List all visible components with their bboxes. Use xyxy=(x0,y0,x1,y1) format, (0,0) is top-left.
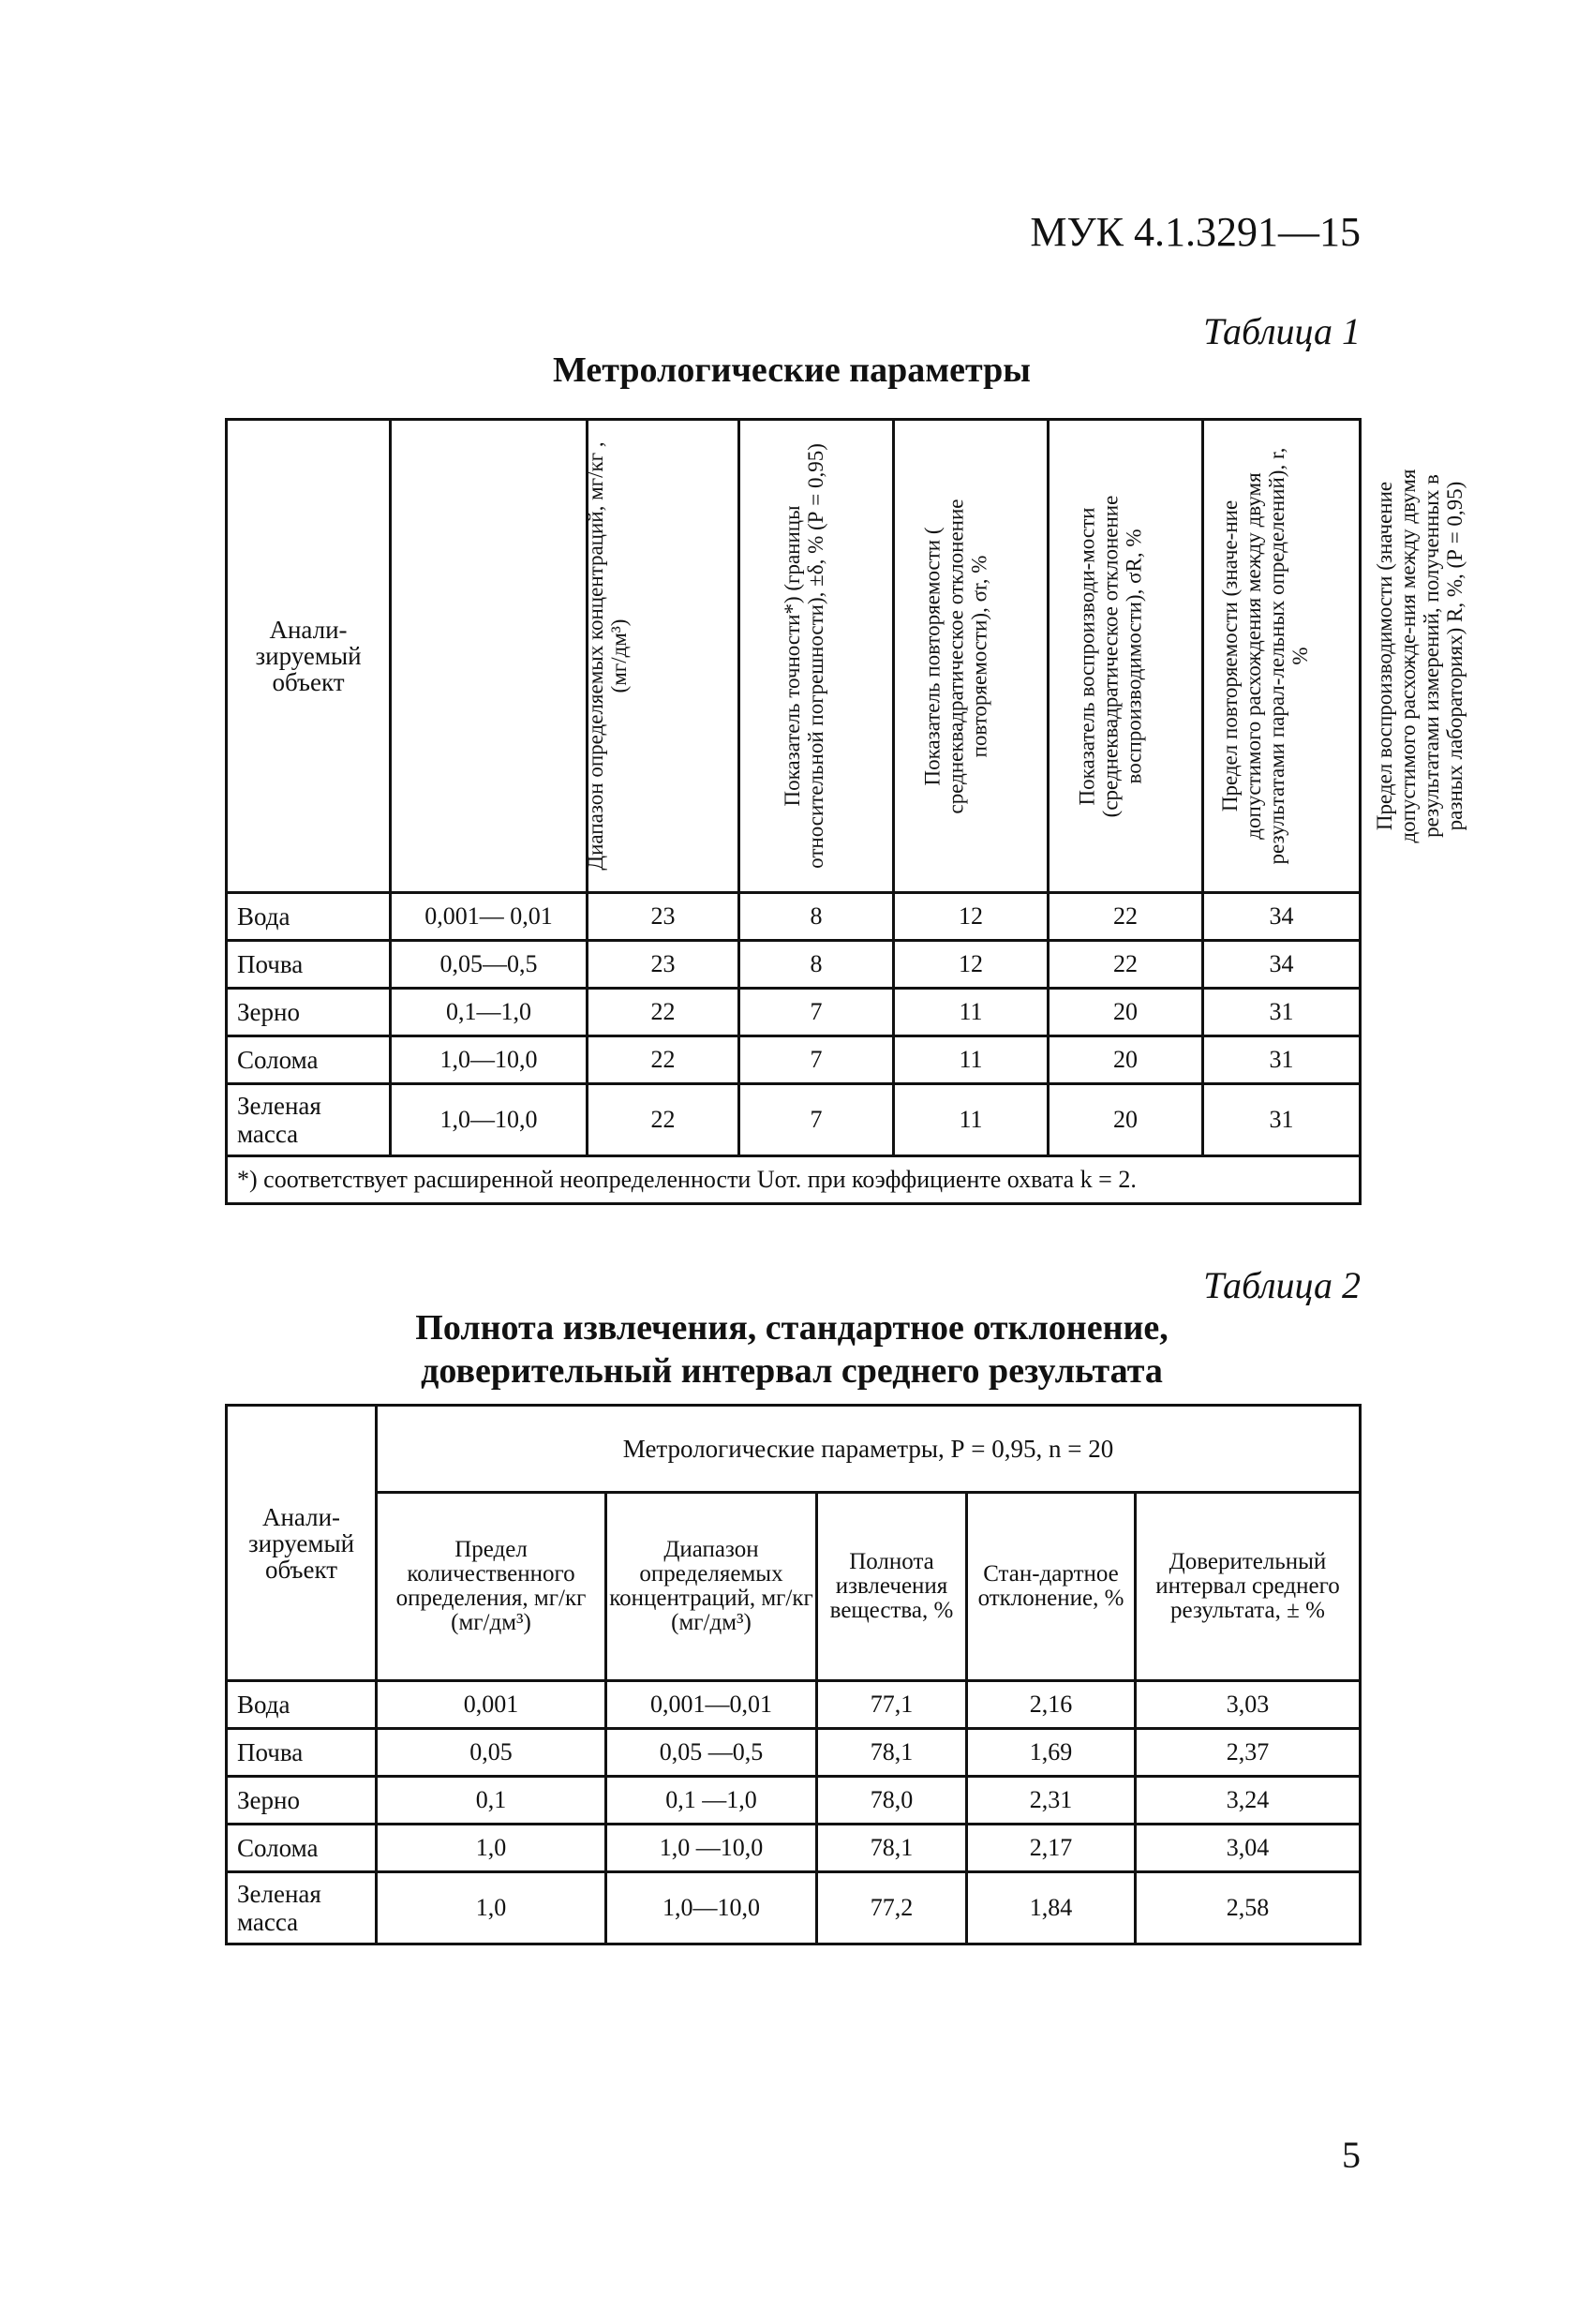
table-cell: 1,0 xyxy=(377,1825,606,1872)
table-cell: 12 xyxy=(894,893,1049,941)
table2-header-loq: Предел количественного определения, мг/кг (мг/дм³) xyxy=(377,1493,606,1681)
table-cell: 1,69 xyxy=(967,1729,1136,1777)
table1-footnote: *) соответствует расширенной неопределенности Uот. при коэффициенте охвата k = 2. xyxy=(227,1156,1361,1204)
metrological-parameters-table xyxy=(225,418,1466,1205)
table-cell: 2,37 xyxy=(1136,1729,1361,1777)
table-cell: 0,1—1,0 xyxy=(391,989,588,1036)
table-cell: 31 xyxy=(1203,1084,1361,1156)
row-label: Вода xyxy=(227,1681,377,1729)
row-label: Почва xyxy=(227,1729,377,1777)
table-cell: 0,001 xyxy=(377,1681,606,1729)
table-cell: 8 xyxy=(739,893,894,941)
table-cell: 77,2 xyxy=(817,1872,967,1944)
row-label: Зеленая масса xyxy=(227,1872,377,1944)
row-label: Зерно xyxy=(227,1777,377,1825)
table-cell: 7 xyxy=(739,989,894,1036)
table-cell: 31 xyxy=(1203,989,1361,1036)
table1-header-repeatability-limit: Предел повторяемости (значе-ние допустимого расхождения между двумя результатами парал-лельных определений), r, % xyxy=(1049,420,1203,893)
row-label: Зеленая масса xyxy=(227,1084,391,1156)
table-cell: 2,31 xyxy=(967,1777,1136,1825)
table2-header-object: Анали- зируемый объект xyxy=(227,1406,377,1681)
table-cell: 8 xyxy=(739,941,894,989)
table-cell: 3,24 xyxy=(1136,1777,1361,1825)
table-cell: 77,1 xyxy=(817,1681,967,1729)
table-row xyxy=(227,1084,1361,1156)
document-code: МУК 4.1.3291—15 xyxy=(1030,209,1361,255)
table-cell: 0,05 xyxy=(377,1729,606,1777)
table-cell: 1,84 xyxy=(967,1872,1136,1944)
table2-label: Таблица 2 xyxy=(1203,1264,1361,1306)
table-row xyxy=(227,1777,1361,1825)
table-cell: 23 xyxy=(588,893,739,941)
table2-header-group: Метрологические параметры, Р = 0,95, n = 20 xyxy=(377,1406,1361,1493)
table2-header-recovery: Полнота извлечения вещества, % xyxy=(817,1493,967,1681)
row-label: Вода xyxy=(227,893,391,941)
table-cell: 3,04 xyxy=(1136,1825,1361,1872)
table-cell: 23 xyxy=(588,941,739,989)
table-cell: 22 xyxy=(588,1036,739,1084)
table-cell: 34 xyxy=(1203,893,1361,941)
table-cell: 22 xyxy=(588,989,739,1036)
table2-header-row xyxy=(227,1493,1361,1681)
table1-header-range: Диапазон определяемых концентраций, мг/кг , (мг/дм³) xyxy=(391,420,588,893)
table1-header-repeatability: Показатель повторяемости ( среднеквадратическое отклонение повторяемости), σr, % xyxy=(739,420,894,893)
table2-header-std-dev: Стан-дартное отклонение, % xyxy=(967,1493,1136,1681)
table-cell: 0,001—0,01 xyxy=(606,1681,817,1729)
table-cell: 7 xyxy=(739,1036,894,1084)
table-row xyxy=(227,1729,1361,1777)
table-cell: 78,1 xyxy=(817,1825,967,1872)
table-row xyxy=(227,1825,1361,1872)
table-cell: 1,0—10,0 xyxy=(391,1084,588,1156)
table1-header-reproducibility: Показатель воспроизводи-мости (среднеквадратическое отклонение воспроизводимости), σR, % xyxy=(894,420,1049,893)
table-cell: 12 xyxy=(894,941,1049,989)
table2-title-line1: Полнота извлечения, стандартное отклонение, xyxy=(415,1308,1169,1348)
table-cell: 22 xyxy=(588,1084,739,1156)
table-cell: 11 xyxy=(894,1084,1049,1156)
table-cell: 34 xyxy=(1203,941,1361,989)
row-label: Солома xyxy=(227,1825,377,1872)
table-cell: 0,05—0,5 xyxy=(391,941,588,989)
table-row xyxy=(227,941,1361,989)
table-row xyxy=(227,1036,1361,1084)
row-label: Зерно xyxy=(227,989,391,1036)
table-row xyxy=(227,893,1361,941)
row-label: Почва xyxy=(227,941,391,989)
table-cell: 7 xyxy=(739,1084,894,1156)
table-cell: 1,0—10,0 xyxy=(391,1036,588,1084)
table-cell: 2,58 xyxy=(1136,1872,1361,1944)
table1-header-accuracy: Показатель точности*) (границы относительной погрешности), ±δ, % (Р = 0,95) xyxy=(588,420,739,893)
table-cell: 2,17 xyxy=(967,1825,1136,1872)
table-cell: 1,0—10,0 xyxy=(606,1872,817,1944)
table2-header-row-group xyxy=(227,1406,1361,1493)
table-cell: 20 xyxy=(1049,1084,1203,1156)
table-row xyxy=(227,1681,1361,1729)
table-footnote-row xyxy=(227,1156,1361,1204)
page-number: 5 xyxy=(1342,2134,1361,2176)
table1-title: Метрологические параметры xyxy=(553,350,1031,390)
table-cell: 0,001— 0,01 xyxy=(391,893,588,941)
table-cell: 78,1 xyxy=(817,1729,967,1777)
recovery-statistics-table xyxy=(225,1404,1362,1945)
table-cell: 20 xyxy=(1049,1036,1203,1084)
table-cell: 0,05 —0,5 xyxy=(606,1729,817,1777)
table1-label: Таблица 1 xyxy=(1203,310,1361,352)
table1-header-row xyxy=(227,420,1361,893)
table-cell: 0,1 xyxy=(377,1777,606,1825)
table-cell: 3,03 xyxy=(1136,1681,1361,1729)
table-cell: 11 xyxy=(894,1036,1049,1084)
table-cell: 22 xyxy=(1049,893,1203,941)
table1-header-object: Анали- зируемый объект xyxy=(227,420,391,893)
table-cell: 31 xyxy=(1203,1036,1361,1084)
table2-title-line2: доверительный интервал среднего результата xyxy=(421,1351,1163,1391)
table-cell: 2,16 xyxy=(967,1681,1136,1729)
table-cell: 78,0 xyxy=(817,1777,967,1825)
table-cell: 0,1 —1,0 xyxy=(606,1777,817,1825)
table-row xyxy=(227,1872,1361,1944)
table-cell: 11 xyxy=(894,989,1049,1036)
table2-header-range: Диапазон определяемых концентраций, мг/кг (мг/дм³) xyxy=(606,1493,817,1681)
table2-header-confidence: Доверительный интервал среднего результата, ± % xyxy=(1136,1493,1361,1681)
table-cell: 1,0 —10,0 xyxy=(606,1825,817,1872)
table-cell: 22 xyxy=(1049,941,1203,989)
table1-header-reproducibility-limit: Предел воспроизводимости (значение допустимого расхожде-ния между двумя результатами измерений, полученных в разных лабораториях) R, %, (Р = 0,95) xyxy=(1203,420,1361,893)
table-cell: 1,0 xyxy=(377,1872,606,1944)
table-row xyxy=(227,989,1361,1036)
table-cell: 20 xyxy=(1049,989,1203,1036)
row-label: Солома xyxy=(227,1036,391,1084)
